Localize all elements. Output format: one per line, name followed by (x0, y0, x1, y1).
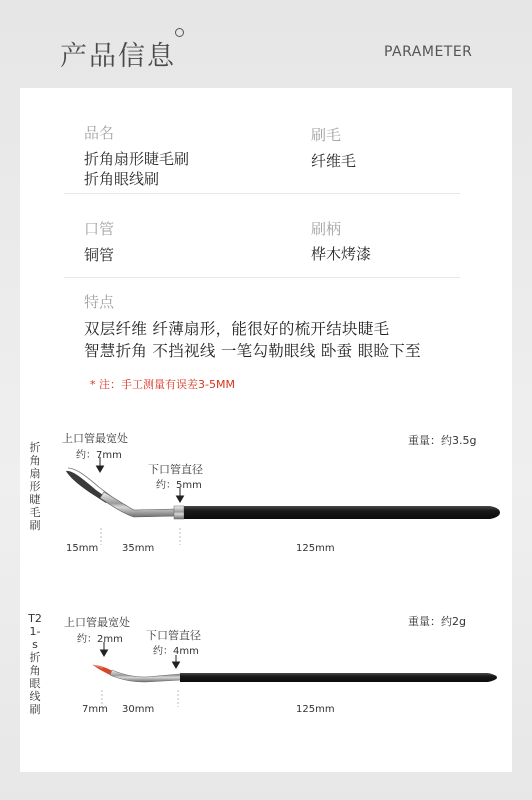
brush2-dim-1: 7mm (82, 704, 108, 715)
fan-lash-brush-illustration (66, 468, 500, 519)
angled-liner-brush-illustration (93, 665, 497, 682)
features-label: 特点 (84, 293, 115, 311)
page-title: 产品信息 (60, 41, 176, 72)
brush1-dim-3: 125mm (296, 543, 335, 554)
handle-label: 刷柄 (311, 220, 342, 238)
brush2-lower-label: 下口管直径 (146, 629, 201, 642)
features-line-2: 智慧折角 不挡视线 一笔勾勒眼线 卧蚕 眼睑下至 (84, 342, 421, 360)
bristle-value: 纤维毛 (311, 152, 357, 170)
name-value-2: 折角眼线刷 (84, 170, 160, 188)
ferrule-label: 口管 (84, 220, 115, 238)
brush1-lower-label: 下口管直径 (148, 463, 203, 476)
brush2-dim-3: 125mm (296, 704, 335, 715)
brush1-lower-value: 约：5mm (156, 480, 202, 491)
brush2-upper-label: 上口管最宽处 (64, 616, 130, 629)
brush1-weight: 重量：约3.5g (408, 434, 477, 447)
brush2-upper-value: 约：2mm (77, 634, 123, 645)
page-subtitle: PARAMETER (384, 44, 473, 60)
brush1-vertical-name: 折角扇形睫毛刷 (29, 441, 41, 532)
name-label: 品名 (84, 124, 115, 142)
measurement-note: * 注：手工测量有误差3-5MM (90, 378, 235, 391)
brush1-upper-label: 上口管最宽处 (62, 432, 128, 445)
brush2-vertical-name: T21-s折角眼线刷 (28, 612, 42, 716)
brush1-dim-1: 15mm (66, 543, 99, 554)
brush2-weight: 重量：约2g (408, 615, 466, 628)
handle-value: 桦木烤漆 (311, 245, 372, 263)
bristle-label: 刷毛 (311, 126, 342, 144)
brush1-upper-value: 约：7mm (76, 450, 122, 461)
name-value-1: 折角扇形睫毛刷 (84, 150, 190, 168)
brush1-dim-2: 35mm (122, 543, 155, 554)
features-line-1: 双层纤维 纤薄扇形，能很好的梳开结块睫毛 (84, 320, 390, 338)
brush2-dim-2: 30mm (122, 704, 155, 715)
ferrule-value: 铜管 (84, 246, 115, 264)
brush2-lower-value: 约：4mm (153, 646, 199, 657)
